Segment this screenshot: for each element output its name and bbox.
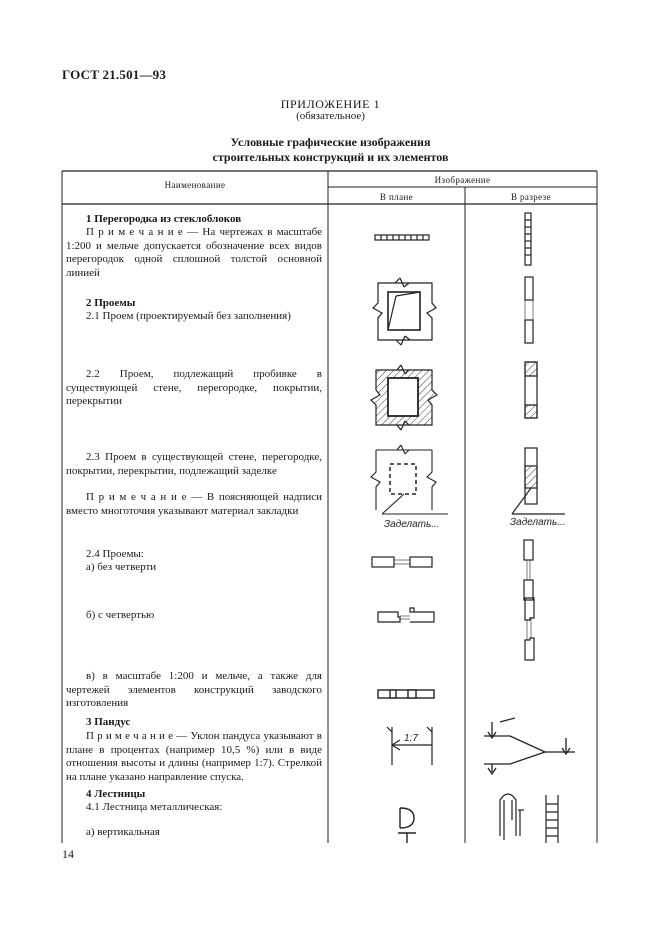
opening-no-quarter-plan-icon	[372, 557, 432, 567]
ramp-slope-label: 1:7	[404, 733, 418, 744]
opening-quarter-plan-icon	[378, 608, 434, 622]
fill-plan-label: Заделать...	[384, 519, 440, 530]
row-opening-2-3-note: П р и м е ч а н и е — В поясняющей надписи вместо многоточия указывают материал закладки	[66, 491, 323, 517]
punch-opening-section-icon	[525, 362, 537, 418]
opening-no-quarter-section-icon	[524, 540, 533, 600]
opening-plan-icon	[373, 278, 436, 345]
row-opening-2-1: 2.1 Проем (проектируемый без заполнения)	[86, 310, 291, 322]
column-header-plan: В плане	[379, 192, 414, 202]
document-code: ГОСТ 21.501—93	[62, 67, 167, 82]
appendix-label: ПРИЛОЖЕНИЕ 1	[280, 97, 381, 111]
fill-section-label: Заделать...	[510, 517, 566, 528]
row-opening-2-4-b: б) с четвертью	[86, 609, 155, 621]
column-header-image: Изображение	[434, 175, 491, 185]
row-ramp-heading: 3 Пандус	[86, 716, 131, 728]
glass-block-section-icon	[525, 213, 531, 265]
row-stairs-4-1-a: а) вертикальная	[86, 826, 160, 838]
title-line-2: строительных конструкций и их элементов	[212, 150, 449, 164]
row-ramp-note: П р и м е ч а н и е — Уклон пандуса указывают в плане в процентах (например 10,5 %) или в виде отношения высоты и длины (например 1:7). Стрелкой на плане указано направление спуска.	[66, 730, 323, 783]
fill-opening-plan-icon	[371, 445, 448, 514]
row-glass-block-note: П р и м е ч а н и е — На чертежах в масштабе 1:200 и мельче допускается обозначение всех видов перегородок одной сплошной толстой основной линией	[66, 226, 323, 279]
opening-quarter-section-icon	[525, 598, 534, 660]
page-number: 14	[62, 847, 74, 861]
punch-opening-plan-icon	[371, 365, 437, 430]
opening-small-scale-plan-icon	[378, 690, 434, 698]
ladder-section-icon	[500, 794, 558, 843]
ladder-plan-icon	[398, 808, 416, 843]
glass-block-plan-icon	[375, 235, 429, 240]
row-opening-2-2: 2.2 Проем, подлежащий пробивке в существующей стене, перегородке, покрытии, перекрытии	[66, 368, 322, 407]
title-line-1: Условные графические изображения	[230, 135, 431, 149]
appendix-status: (обязательное)	[296, 110, 365, 122]
column-header-name: Наименование	[164, 180, 226, 190]
row-opening-2-4-a: а) без четверти	[86, 561, 157, 573]
row-stairs-4-1: 4.1 Лестница металлическая:	[86, 801, 223, 813]
opening-section-icon	[525, 277, 533, 343]
column-header-section: В разрезе	[510, 192, 552, 202]
row-glass-block-heading: 1 Перегородка из стеклоблоков	[86, 213, 242, 225]
fill-opening-section-icon	[512, 448, 565, 514]
row-opening-2-4: 2.4 Проемы:	[86, 548, 144, 560]
row-openings-heading: 2 Проемы	[86, 297, 136, 309]
row-stairs-heading: 4 Лестницы	[86, 788, 146, 800]
row-opening-2-4-c: в) в масштабе 1:200 и мельче, а также для чертежей элементов конструкций заводского изготовления	[66, 670, 322, 709]
ramp-section-icon	[484, 718, 575, 774]
row-opening-2-3: 2.3 Проем в существующей стене, перегородке, покрытии, перекрытии, подлежащий заделке	[66, 451, 322, 477]
